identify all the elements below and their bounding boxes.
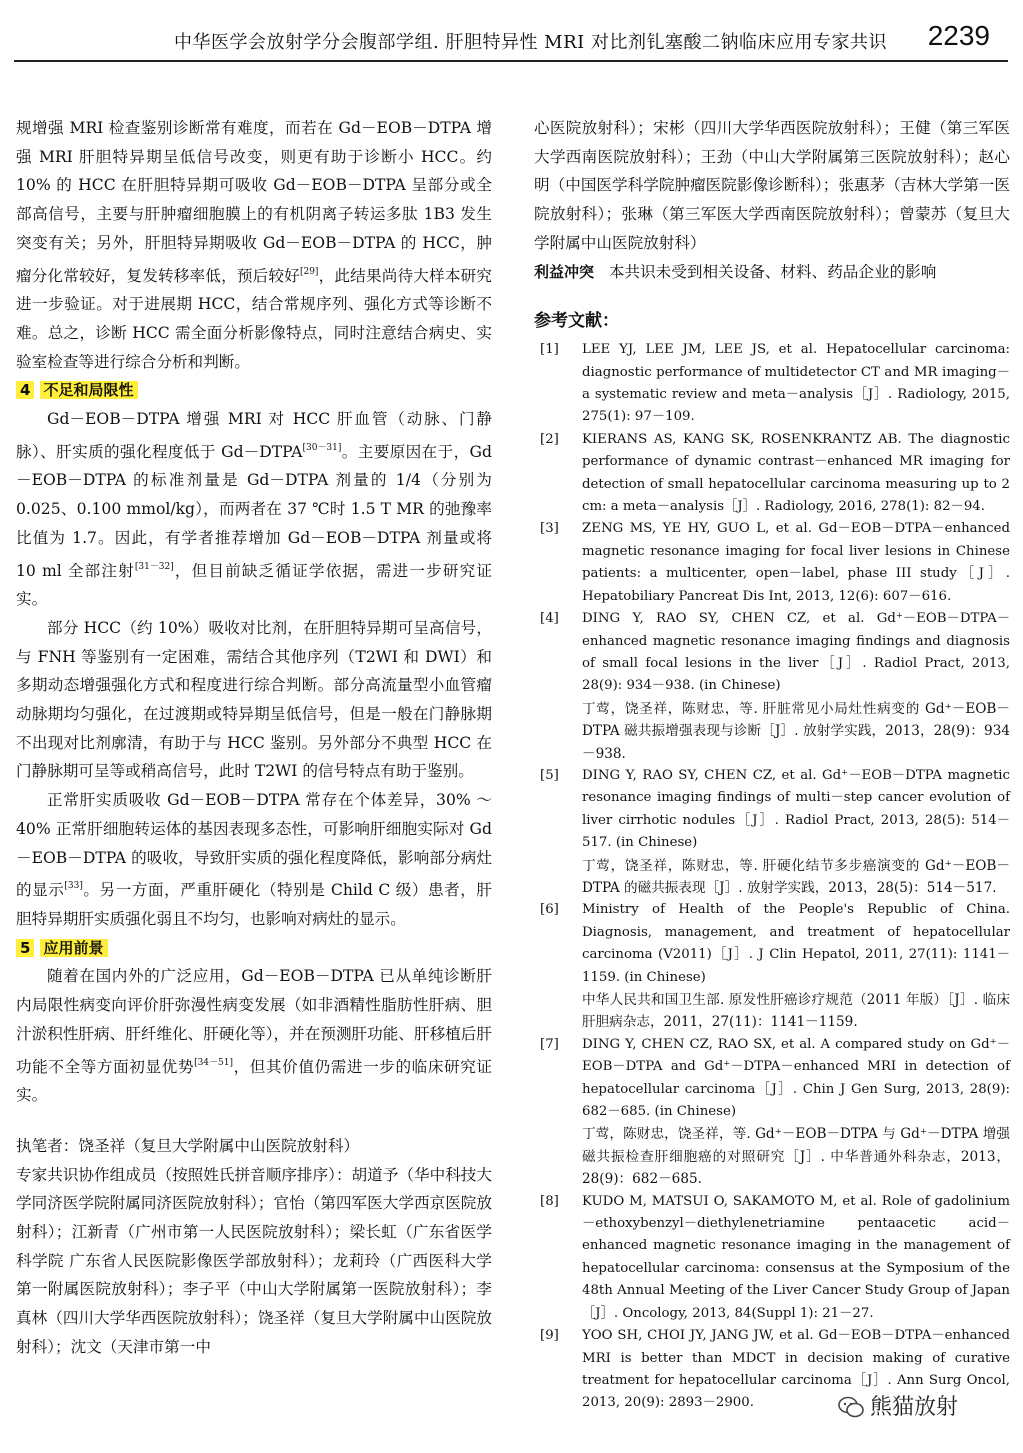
reference-number: [6] (540, 902, 559, 918)
reference-number: [9] (540, 1328, 559, 1344)
reference-text: Ministry of Health of the People's Republic of China. Diagnosis, management, and treatment of hepatocellular carcinoma (V2011)［J］. J Clin Hepatol, 2011, 27(11): 1141－1159. (in Chinese) (582, 902, 1010, 985)
reference-text: YOO SH, CHOI JY, JANG JW, et al. Gd－EOB－DTPA－enhanced MRI is better than MDCT in decision making of curative treatment for hepatocellular carcinoma［J］. Ann Surg Oncol, 2013, 20(9): 2893－2900. (582, 1328, 1010, 1411)
references-heading: 参考文献： (534, 311, 619, 332)
reference-chinese: 丁莺，饶圣祥，陈财忠，等. 肝脏常见小局灶性病变的 Gd⁺－EOB－DTPA 磁共振增强表现与诊断［J］. 放射学实践，2013，28(9)：934－938. (582, 700, 1010, 762)
members-list: 专家共识协作组成员（按照姓氏拼音顺序排序）：胡道予（华中科技大学同济医学院附属同济医院放射科）；官怡（第四军医大学西京医院放射科）；江新青（广州市第一人民医院放射科）；梁长虹（广东省医学科学院 广东省人民医院影像医学部放射科）；龙莉玲（广西医科大学第一附属医院放射科）；李子平（中山大学附属第一医院放射科）；李真林（四川大学华西医院放射科）；饶圣祥（复旦大学附属中山医院放射科）；沈文（天津市第一中 (16, 1165, 492, 1356)
reference-item (534, 518, 1010, 608)
right-column (534, 114, 1010, 1415)
reference-list (534, 339, 1010, 1415)
reference-number: [1] (540, 342, 559, 358)
section-heading-4: 4 不足和局限性 (16, 376, 492, 405)
reference-number: [8] (540, 1193, 559, 1209)
page-number: 2239 (927, 20, 990, 51)
reference-chinese: 丁莺，陈财忠，饶圣祥，等. Gd⁺－EOB－DTPA 与 Gd⁺－DTPA 增强磁共振检查肝细胞癌的对照研究［J］. 中华普通外科杂志，2013，28(9)：682－685. (582, 1126, 1010, 1188)
reference-chinese: 丁莺，饶圣祥，陈财忠，等. 肝硬化结节多步癌演变的 Gd⁺－EOB－DTPA 的磁共振表现［J］. 放射学实践，2013，28(5)：514－517. (582, 857, 1010, 896)
reference-text: ZENG MS, YE HY, GUO L, et al. Gd－EOB－DTPA－enhanced magnetic resonance imaging for focal liver lesions in Chinese patients: a multicenter, open－label, phase III study［J］. Hepatobiliary Pancreat Dis Int, 2013, 12(6): 607－616. (582, 521, 1010, 604)
citation[interactable]: [31－32] (134, 561, 174, 572)
reference-item (534, 899, 1010, 1033)
paragraph: 随着在国内外的广泛应用，Gd－EOB－DTPA 已从单纯诊断肝内局限性病变向评价肝弥漫性病变发展（如非酒精性脂肪性肝病、胆汁淤积性肝病、肝纤维化、肝硬化等），并在预测肝功能、肝移植后肝功能不全等方面初显优势[34－51]，但其价值仍需进一步的临床研究证实。 (16, 967, 492, 1105)
reference-number: [2] (540, 431, 559, 447)
citation[interactable]: [29] (299, 266, 319, 277)
conflict-of-interest: 利益冲突 本共识未受到相关设备、材料、药品企业的影响 (534, 262, 937, 281)
section-heading-5: 5 应用前景 (16, 934, 492, 963)
reference-text: DING Y, RAO SY, CHEN CZ, et al. Gd⁺－EOB－DTPA－enhanced magnetic resonance imaging findings and diagnosis of small focal lesions in the liver［J］. Radiol Pract, 2013, 28(9): 934－938. (in Chinese) (582, 611, 1010, 694)
reference-number: [7] (540, 1036, 559, 1052)
reference-number: [4] (540, 611, 559, 627)
running-title: 中华医学会放射学分会腹部学组. 肝胆特异性 MRI 对比剂钆塞酸二钠临床应用专家共识 (174, 32, 887, 53)
wechat-icon (838, 1396, 864, 1418)
reference-number: [5] (540, 767, 559, 783)
reference-text: KIERANS AS, KANG SK, ROSENKRANTZ AB. The diagnostic performance of dynamic contrast－enhanced MR imaging for detection of small hepatocellular carcinoma measuring up to 2 cm: a meta－analysis［J］. Radiology, 2016, 278(1): 82－94. (582, 431, 1010, 515)
reference-item (534, 1034, 1010, 1191)
citation[interactable]: [34－51] (194, 1057, 233, 1068)
reference-item (534, 608, 1010, 765)
reference-chinese: 中华人民共和国卫生部. 原发性肝癌诊疗规范（2011 年版）［J］. 临床肝胆病杂志，2011，27(11)：1141－1159. (582, 992, 1010, 1031)
watermark: 熊猫放射 (838, 1390, 958, 1421)
reference-text: KUDO M, MATSUI O, SAKAMOTO M, et al. Role of gadolinium－ethoxybenzyl－diethylenetriamine pentaacetic acid－enhanced magnetic resonance imaging in the management of hepatocellular carcinoma: consensus at the Symposium of the 48th Annual Meeting of the Liver Cancer Study Group of Japan［J］. Oncology, 2013, 84(Suppl 1): 21－27. (582, 1193, 1010, 1321)
citation[interactable]: [33] (64, 881, 83, 892)
reference-number: [3] (540, 521, 559, 537)
reference-item (534, 429, 1010, 519)
paragraph: 正常肝实质吸收 Gd－EOB－DTPA 常存在个体差异，30% ～ 40% 正常肝细胞转运体的基因表现多态性，可影响肝细胞实际对 Gd－EOB－DTPA 的吸收，导致肝实质的强化程度降低，影响部分病灶的显示[33]。另一方面，严重肝硬化（特别是 Child C 级）患者，肝胆特异期肝实质强化弱且不均匀，也影响对病灶的显示。 (16, 791, 492, 928)
writer-line: 执笔者：饶圣祥（复旦大学附属中山医院放射科） (16, 1136, 360, 1155)
paragraph: Gd－EOB－DTPA 增强 MRI 对 HCC 肝血管（动脉、门静脉）、肝实质的强化程度低于 Gd－DTPA[30－31]。主要原因在于，Gd－EOB－DTPA 的标准剂量是 Gd－DTPA 剂量的 1/4（分别为 0.025、0.100 mmol/kg），而两者在 37 ℃时 1.5 T MR 的弛豫率比值为 1.7。因此，有学者推荐增加 Gd－EOB－DTPA 剂量或将 10 ml 全部注射[31－32]，但目前缺乏循证学依据，需进一步研究证实。 (16, 410, 492, 609)
paragraph: 规增强 MRI 检查鉴别诊断常有难度，而若在 Gd－EOB－DTPA 增强 MRI 肝胆特异期呈低信号改变，则更有助于诊断小 HCC。约 10% 的 HCC 在肝胆特异期可吸收 Gd－EOB－DTPA 呈部分或全部高信号，主要与肝肿瘤细胞膜上的有机阴离子转运多肽 1B3 发生突变有关；另外，肝胆特异期吸收 Gd－EOB－DTPA 的 HCC，肿瘤分化常较好，复发转移率低，预后较好[29]，此结果尚待大样本研究进一步验证。对于进展期 HCC，结合常规序列、强化方式等诊断不难。总之，诊断 HCC 需全面分析影像特点，同时注意结合病史、实验室检查等进行综合分析和判断。 (16, 119, 492, 371)
reference-item (534, 765, 1010, 899)
paragraph: 部分 HCC（约 10%）吸收对比剂，在肝胆特异期可呈高信号，与 FNH 等鉴别有一定困难，需结合其他序列（T2WI 和 DWI）和多期动态增强强化方式和程度进行综合判断。部分高流量型小血管瘤动脉期均匀强化，在过渡期或特异期呈低信号，但是一般在门静脉期不出现对比剂廓清，有助于与 HCC 鉴别。另外部分不典型 HCC 在门静脉期可呈等或稍高信号，此时 T2WI 的信号特点有助于鉴别。 (16, 618, 492, 781)
reference-item (534, 1191, 1010, 1325)
left-column (16, 114, 492, 1362)
reference-text: LEE YJ, LEE JM, LEE JS, et al. Hepatocellular carcinoma: diagnostic performance of multidetector CT and MR imaging－a systematic review and meta－analysis［J］. Radiology, 2015, 275(1): 97－109. (582, 342, 1010, 425)
reference-item (534, 339, 1010, 429)
reference-text: DING Y, RAO SY, CHEN CZ, et al. Gd⁺－EOB－DTPA magnetic resonance imaging findings of multi－step cancer evolution of liver cirrhotic nodules［J］. Radiol Pract, 2013, 28(5): 514－517. (in Chinese) (582, 767, 1010, 851)
citation[interactable]: [30－31] (302, 442, 342, 453)
page-header (14, 22, 1008, 62)
reference-text: DING Y, CHEN CZ, RAO SX, et al. A compared study on Gd⁺－EOB－DTPA and Gd⁺－DTPA－enhanced MRI in detection of hepatocellular carcinoma［J］. Chin J Gen Surg, 2013, 28(9): 682－685. (in Chinese) (582, 1036, 1010, 1120)
members-list-cont: 心医院放射科）；宋彬（四川大学华西医院放射科）；王健（第三军医大学西南医院放射科）；王劲（中山大学附属第三医院放射科）；赵心明（中国医学科学院肿瘤医院影像诊断科）；张惠茅（吉林大学第一医院放射科）；张琳（第三军医大学西南医院放射科）；曾蒙苏（复旦大学附属中山医院放射科） (534, 119, 1010, 252)
